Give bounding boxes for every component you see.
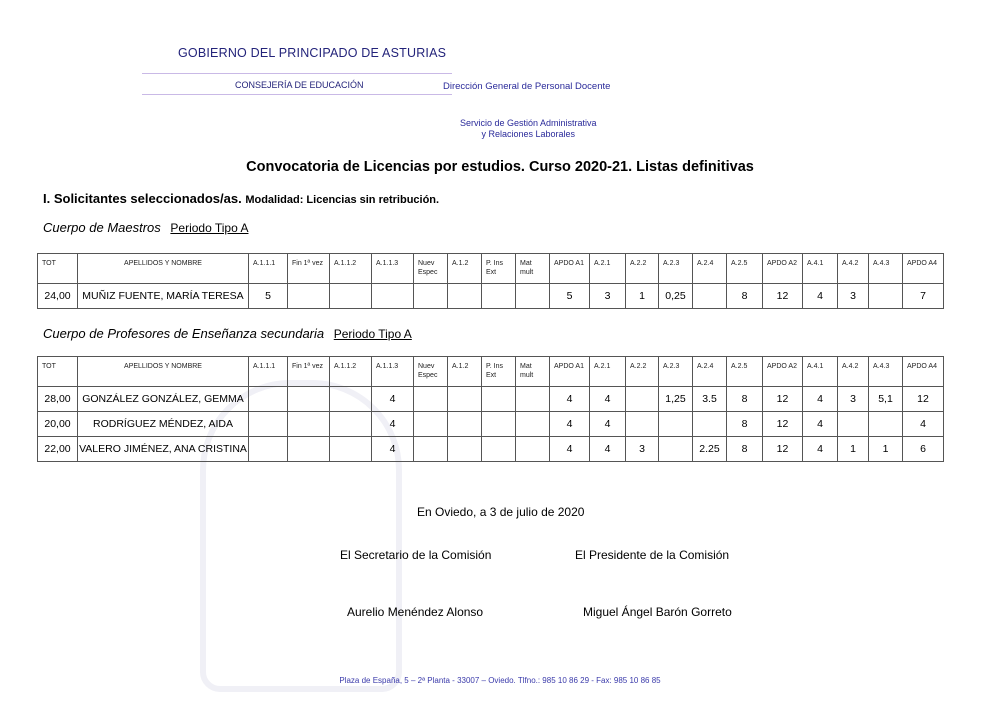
score-cell: 8 <box>727 284 763 309</box>
column-header: APDO A2 <box>763 357 803 387</box>
column-header: A.1.2 <box>448 254 482 284</box>
score-cell <box>659 412 693 437</box>
score-cell <box>414 437 448 462</box>
score-cell: 5 <box>249 284 288 309</box>
cuerpo-name: Cuerpo de Maestros <box>43 220 161 235</box>
column-header: TOT <box>38 357 78 387</box>
servicio-heading <box>460 118 597 140</box>
score-cell: 4 <box>803 412 838 437</box>
score-cell <box>482 437 516 462</box>
applicant-name: MUÑIZ FUENTE, MARÍA TERESA <box>78 284 249 309</box>
column-header: Fin 1ª vez <box>288 254 330 284</box>
applicant-name: RODRÍGUEZ MÉNDEZ, AIDA <box>78 412 249 437</box>
column-header: APDO A1 <box>550 254 590 284</box>
score-cell: 1 <box>838 437 869 462</box>
servicio-line-2: y Relaciones Laborales <box>481 129 576 139</box>
results-table-secundaria <box>37 356 944 462</box>
score-cell <box>288 284 330 309</box>
column-header: Nuev Espec <box>414 254 448 284</box>
column-header: A.2.4 <box>693 254 727 284</box>
column-header: A.1.1.1 <box>249 357 288 387</box>
place-date: En Oviedo, a 3 de julio de 2020 <box>417 505 585 519</box>
applicant-name: VALERO JIMÉNEZ, ANA CRISTINA <box>78 437 249 462</box>
score-cell: 4 <box>803 387 838 412</box>
column-header: P. Ins Ext <box>482 357 516 387</box>
score-cell <box>448 412 482 437</box>
score-cell <box>414 387 448 412</box>
score-cell <box>693 412 727 437</box>
section-modalidad: Modalidad: Licencias sin retribución. <box>245 194 440 206</box>
score-cell <box>516 284 550 309</box>
score-cell <box>414 412 448 437</box>
score-cell <box>448 437 482 462</box>
column-header: A.2.2 <box>626 254 659 284</box>
gobierno-heading: GOBIERNO DEL PRINCIPADO DE ASTURIAS <box>178 46 447 60</box>
score-cell: 24,00 <box>38 284 78 309</box>
column-header: Nuev Espec <box>414 357 448 387</box>
servicio-line-1: Servicio de Gestión Administrativa <box>460 118 597 128</box>
score-cell: 3 <box>626 437 659 462</box>
score-cell <box>659 437 693 462</box>
score-cell: 2.25 <box>693 437 727 462</box>
consejeria-heading: CONSEJERÍA DE EDUCACIÓN <box>235 80 364 90</box>
column-header: A.4.2 <box>838 357 869 387</box>
cuerpo-name: Cuerpo de Profesores de Enseñanza secundaria <box>43 326 325 341</box>
column-header: A.2.3 <box>659 254 693 284</box>
score-cell: 1,25 <box>659 387 693 412</box>
score-cell <box>516 412 550 437</box>
score-cell: 20,00 <box>38 412 78 437</box>
column-header: Mat mult <box>516 254 550 284</box>
footer-address: Plaza de España, 5 – 2ª Planta - 33007 – Oviedo. Tlfno.: 985 10 86 29 - Fax: 985 10 86 85 <box>339 676 661 685</box>
score-cell <box>693 284 727 309</box>
column-header: A.2.4 <box>693 357 727 387</box>
score-cell: 3 <box>838 284 869 309</box>
score-cell: 4 <box>803 284 838 309</box>
periodo-label: Periodo Tipo A <box>333 327 412 341</box>
score-cell <box>288 412 330 437</box>
score-cell: 4 <box>590 387 626 412</box>
table-row <box>38 387 944 412</box>
table-row <box>38 412 944 437</box>
score-cell <box>448 387 482 412</box>
column-header: A.4.3 <box>869 254 903 284</box>
score-cell: 5,1 <box>869 387 903 412</box>
column-header: APELLIDOS Y NOMBRE <box>78 254 249 284</box>
score-cell: 8 <box>727 412 763 437</box>
column-header: A.4.2 <box>838 254 869 284</box>
score-cell: 8 <box>727 437 763 462</box>
score-cell <box>414 284 448 309</box>
column-header: A.2.3 <box>659 357 693 387</box>
section-heading <box>43 191 439 206</box>
score-cell <box>626 387 659 412</box>
score-cell <box>516 387 550 412</box>
column-header: A.1.1.3 <box>372 357 414 387</box>
score-cell <box>482 387 516 412</box>
column-header: APELLIDOS Y NOMBRE <box>78 357 249 387</box>
score-cell <box>482 412 516 437</box>
score-cell <box>249 412 288 437</box>
cuerpo-heading <box>43 220 248 235</box>
score-cell: 1 <box>869 437 903 462</box>
column-header: A.2.5 <box>727 254 763 284</box>
score-cell: 4 <box>372 412 414 437</box>
score-cell <box>482 284 516 309</box>
column-header: A.1.1.3 <box>372 254 414 284</box>
score-cell: 4 <box>803 437 838 462</box>
score-cell: 5 <box>550 284 590 309</box>
column-header: A.1.2 <box>448 357 482 387</box>
column-header: A.4.1 <box>803 254 838 284</box>
score-cell: 6 <box>903 437 944 462</box>
score-cell <box>372 284 414 309</box>
presidente-name: Miguel Ángel Barón Gorreto <box>583 605 732 619</box>
column-header: A.4.3 <box>869 357 903 387</box>
column-header: P. Ins Ext <box>482 254 516 284</box>
column-header: A.1.1.2 <box>330 254 372 284</box>
score-cell: 22,00 <box>38 437 78 462</box>
score-cell: 12 <box>763 437 803 462</box>
score-cell <box>869 412 903 437</box>
header-row <box>38 357 944 387</box>
score-cell: 3 <box>590 284 626 309</box>
score-cell <box>330 284 372 309</box>
score-cell: 8 <box>727 387 763 412</box>
score-cell <box>249 387 288 412</box>
column-header: A.2.5 <box>727 357 763 387</box>
column-header: APDO A4 <box>903 254 944 284</box>
score-cell: 4 <box>590 412 626 437</box>
column-header: TOT <box>38 254 78 284</box>
direccion-heading: Dirección General de Personal Docente <box>443 81 611 92</box>
secretario-title: El Secretario de la Comisión <box>340 548 492 562</box>
score-cell: 4 <box>372 387 414 412</box>
column-header: APDO A1 <box>550 357 590 387</box>
score-cell: 4 <box>903 412 944 437</box>
score-cell: 0,25 <box>659 284 693 309</box>
score-cell: 7 <box>903 284 944 309</box>
score-cell: 12 <box>763 284 803 309</box>
score-cell: 4 <box>550 387 590 412</box>
header-divider <box>142 94 452 95</box>
score-cell <box>516 437 550 462</box>
column-header: Mat mult <box>516 357 550 387</box>
score-cell: 4 <box>550 412 590 437</box>
column-header: A.2.2 <box>626 357 659 387</box>
score-cell: 12 <box>763 412 803 437</box>
score-cell <box>869 284 903 309</box>
applicant-name: GONZÁLEZ GONZÁLEZ, GEMMA <box>78 387 249 412</box>
header-divider <box>142 73 452 74</box>
score-cell: 12 <box>763 387 803 412</box>
score-cell <box>330 437 372 462</box>
score-cell: 3 <box>838 387 869 412</box>
column-header: A.1.1.1 <box>249 254 288 284</box>
column-header: A.1.1.2 <box>330 357 372 387</box>
header-row <box>38 254 944 284</box>
score-cell <box>249 437 288 462</box>
score-cell: 12 <box>903 387 944 412</box>
score-cell: 4 <box>550 437 590 462</box>
score-cell: 4 <box>590 437 626 462</box>
column-header: APDO A4 <box>903 357 944 387</box>
score-cell <box>288 437 330 462</box>
score-cell <box>626 412 659 437</box>
score-cell <box>330 387 372 412</box>
score-cell: 28,00 <box>38 387 78 412</box>
results-table-maestros <box>37 253 944 309</box>
column-header: APDO A2 <box>763 254 803 284</box>
column-header: A.4.1 <box>803 357 838 387</box>
score-cell <box>288 387 330 412</box>
secretario-name: Aurelio Menéndez Alonso <box>347 605 484 619</box>
periodo-label: Periodo Tipo A <box>170 221 249 235</box>
score-cell: 4 <box>372 437 414 462</box>
table-row <box>38 437 944 462</box>
section-main: I. Solicitantes seleccionados/as. <box>43 191 242 206</box>
document-title: Convocatoria de Licencias por estudios. Curso 2020-21. Listas definitivas <box>246 159 754 175</box>
column-header: Fin 1ª vez <box>288 357 330 387</box>
score-cell: 1 <box>626 284 659 309</box>
cuerpo-heading <box>43 326 412 341</box>
presidente-title: El Presidente de la Comisión <box>575 548 730 562</box>
score-cell <box>838 412 869 437</box>
score-cell: 3.5 <box>693 387 727 412</box>
column-header: A.2.1 <box>590 357 626 387</box>
column-header: A.2.1 <box>590 254 626 284</box>
score-cell <box>448 284 482 309</box>
score-cell <box>330 412 372 437</box>
table-row <box>38 284 944 309</box>
